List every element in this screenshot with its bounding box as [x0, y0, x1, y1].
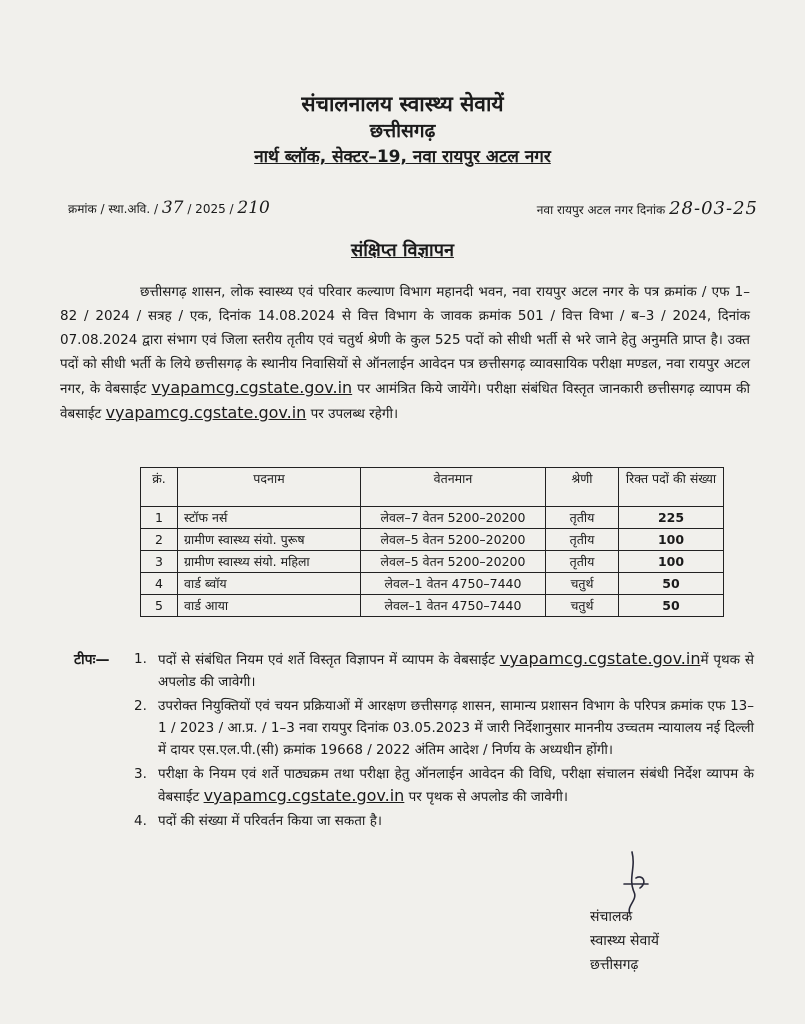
col-serial: क्रं. [141, 468, 178, 507]
state-name: छत्तीसगढ़ [369, 120, 436, 142]
col-post: पदनाम [178, 468, 361, 507]
body-text-2: पर आमंत्रित किये जायेंगे। परीक्षा संबंधित विस्तृत जानकारी छत्तीसगढ़ व्यापम की वेबसाईट [60, 381, 750, 422]
signatory-title: संचालक [590, 909, 633, 925]
cell-post: ग्रामीण स्वास्थ्य संयो. महिला [178, 551, 361, 573]
col-pay-scale: वेतनमान [361, 468, 546, 507]
website-link[interactable]: vyapamcg.cgstate.gov.in [499, 649, 701, 668]
letter-date [537, 198, 758, 219]
cell-pay-scale: लेवल–1 वेतन 4750–7440 [361, 573, 546, 595]
note-text: पदों की संख्या में परिवर्तन किया जा सकता है। [158, 813, 383, 829]
cell-serial: 2 [141, 529, 178, 551]
note-item [134, 695, 754, 761]
table-header-row [141, 468, 724, 507]
cell-category: चतुर्थ [546, 573, 619, 595]
letterhead [0, 90, 805, 170]
table-row [141, 595, 724, 617]
note-number: 3. [134, 766, 147, 782]
cell-serial: 3 [141, 551, 178, 573]
cell-category: तृतीय [546, 529, 619, 551]
col-vacancies: रिक्त पदों की संख्या [619, 468, 724, 507]
ref-number-handwritten: 37 [161, 198, 184, 218]
note-text-tail: पर पृथक से अपलोड की जावेगी। [408, 789, 569, 805]
note-number: 2. [134, 698, 147, 714]
cell-post: ग्रामीण स्वास्थ्य संयो. पुरूष [178, 529, 361, 551]
cell-post: वार्ड ब्वॉय [178, 573, 361, 595]
note-number: 4. [134, 813, 147, 829]
cell-pay-scale: लेवल–7 वेतन 5200–20200 [361, 507, 546, 529]
body-text-3: पर उपलब्ध रहेगी। [310, 406, 399, 422]
cell-category: तृतीय [546, 551, 619, 573]
table-row [141, 529, 724, 551]
note-text: परीक्षा के नियम एवं शर्ते पाठ्यक्रम तथा परीक्षा हेतु ऑनलाईन आवेदन की विधि, परीक्षा संचालन संबंधी निर्देश व्यापम के वेबसाईट [158, 766, 754, 805]
cell-post: वार्ड आया [178, 595, 361, 617]
cell-vacancies: 50 [619, 595, 724, 617]
table-row [141, 507, 724, 529]
signatory-state: छत्तीसगढ़ [590, 957, 639, 973]
office-address: नार्थ ब्लॉक, सेक्टर–19, नवा रायपुर अटल नगर [254, 147, 551, 167]
cell-vacancies: 225 [619, 507, 724, 529]
notes-label: टीपः— [74, 652, 110, 668]
signatory-department: स्वास्थ्य सेवायें [590, 933, 659, 949]
cell-category: तृतीय [546, 507, 619, 529]
note-number: 1. [134, 651, 147, 667]
ref-prefix: क्रमांक / स्था.अवि. / [68, 202, 159, 216]
posts-table [140, 467, 724, 617]
cell-serial: 1 [141, 507, 178, 529]
cell-category: चतुर्थ [546, 595, 619, 617]
signatory-block [590, 905, 760, 977]
website-link[interactable]: vyapamcg.cgstate.gov.in [203, 786, 405, 805]
cell-pay-scale: लेवल–1 वेतन 4750–7440 [361, 595, 546, 617]
note-text: उपरोक्त नियुक्तियों एवं चयन प्रक्रियाओं में आरक्षण छत्तीसगढ़ शासन, सामान्य प्रशासन विभाग के परिपत्र क्रमांक एफ 13–1 / 2023 / आ.प्र. / 1–3 नवा रायपुर दिनांक 03.05.2023 में जारी निर्देशानुसार माननीय उच्चतम न्यायालय नई दिल्ली में दायर एस.एल.पी.(सी) क्रमांक 19668 / 2022 अंतिम आदेश / निर्णय के अध्यधीन होंगी। [158, 698, 754, 758]
col-category: श्रेणी [546, 468, 619, 507]
note-item [134, 648, 754, 693]
body-paragraph [60, 280, 750, 426]
body-text-1: छत्तीसगढ़ शासन, लोक स्वास्थ्य एवं परिवार कल्याण विभाग महानदी भवन, नवा रायपुर अटल नगर के पत्र क्रमांक / एफ 1–82 / 2024 / सत्रह / एक, दिनांक 14.08.2024 से वित्त विभाग के जावक क्रमांक 501 / वित्त विभा / ब–3 / 2024, दिनांक 07.08.2024 द्वारा संभाग एवं जिला स्तरीय तृतीय एवं चतुर्थ श्रेणी के कुल 525 पदों को सीधी भर्ती से भरे जाने हेतु अनुमति प्राप्त है। उक्त पदों को सीधी भर्ती के लिये छत्तीसगढ़ के स्थानीय निवासियों से ऑनलाईन आवेदन पत्र छत्तीसगढ़ व्यावसायिक परीक्षा मण्डल, नवा रायपुर अटल नगर, के वेबसाईट [60, 284, 750, 397]
website-link-2[interactable]: vyapamcg.cgstate.gov.in [105, 403, 307, 422]
ref-middle: / 2025 / [187, 202, 234, 216]
notes-list [134, 648, 754, 834]
department-name: संचालनालय स्वास्थ्य सेवायें [301, 92, 504, 116]
cell-vacancies: 100 [619, 551, 724, 573]
note-text-tail: में पृथक से अपलोड की जावेगी। [158, 652, 754, 690]
date-handwritten: 28-03-25 [669, 198, 758, 219]
letter-number [68, 198, 270, 218]
table-row [141, 551, 724, 573]
website-link-1[interactable]: vyapamcg.cgstate.gov.in [151, 378, 353, 397]
note-item [134, 763, 754, 808]
reference-row [68, 192, 758, 222]
place-label: नवा रायपुर अटल नगर दिनांक [536, 203, 666, 217]
cell-vacancies: 50 [619, 573, 724, 595]
note-text: पदों से संबंधित नियम एवं शर्ते विस्तृत विज्ञापन में व्यापम के वेबसाईट [158, 652, 495, 668]
table-row [141, 573, 724, 595]
notice-title [0, 238, 805, 262]
cell-post: स्टॉफ नर्स [178, 507, 361, 529]
cell-vacancies: 100 [619, 529, 724, 551]
cell-pay-scale: लेवल–5 वेतन 5200–20200 [361, 529, 546, 551]
note-item [134, 810, 754, 832]
ref-suffix-handwritten: 210 [237, 198, 270, 218]
cell-serial: 4 [141, 573, 178, 595]
notice-title-text: संक्षिप्त विज्ञापन [351, 240, 454, 261]
cell-serial: 5 [141, 595, 178, 617]
cell-pay-scale: लेवल–5 वेतन 5200–20200 [361, 551, 546, 573]
